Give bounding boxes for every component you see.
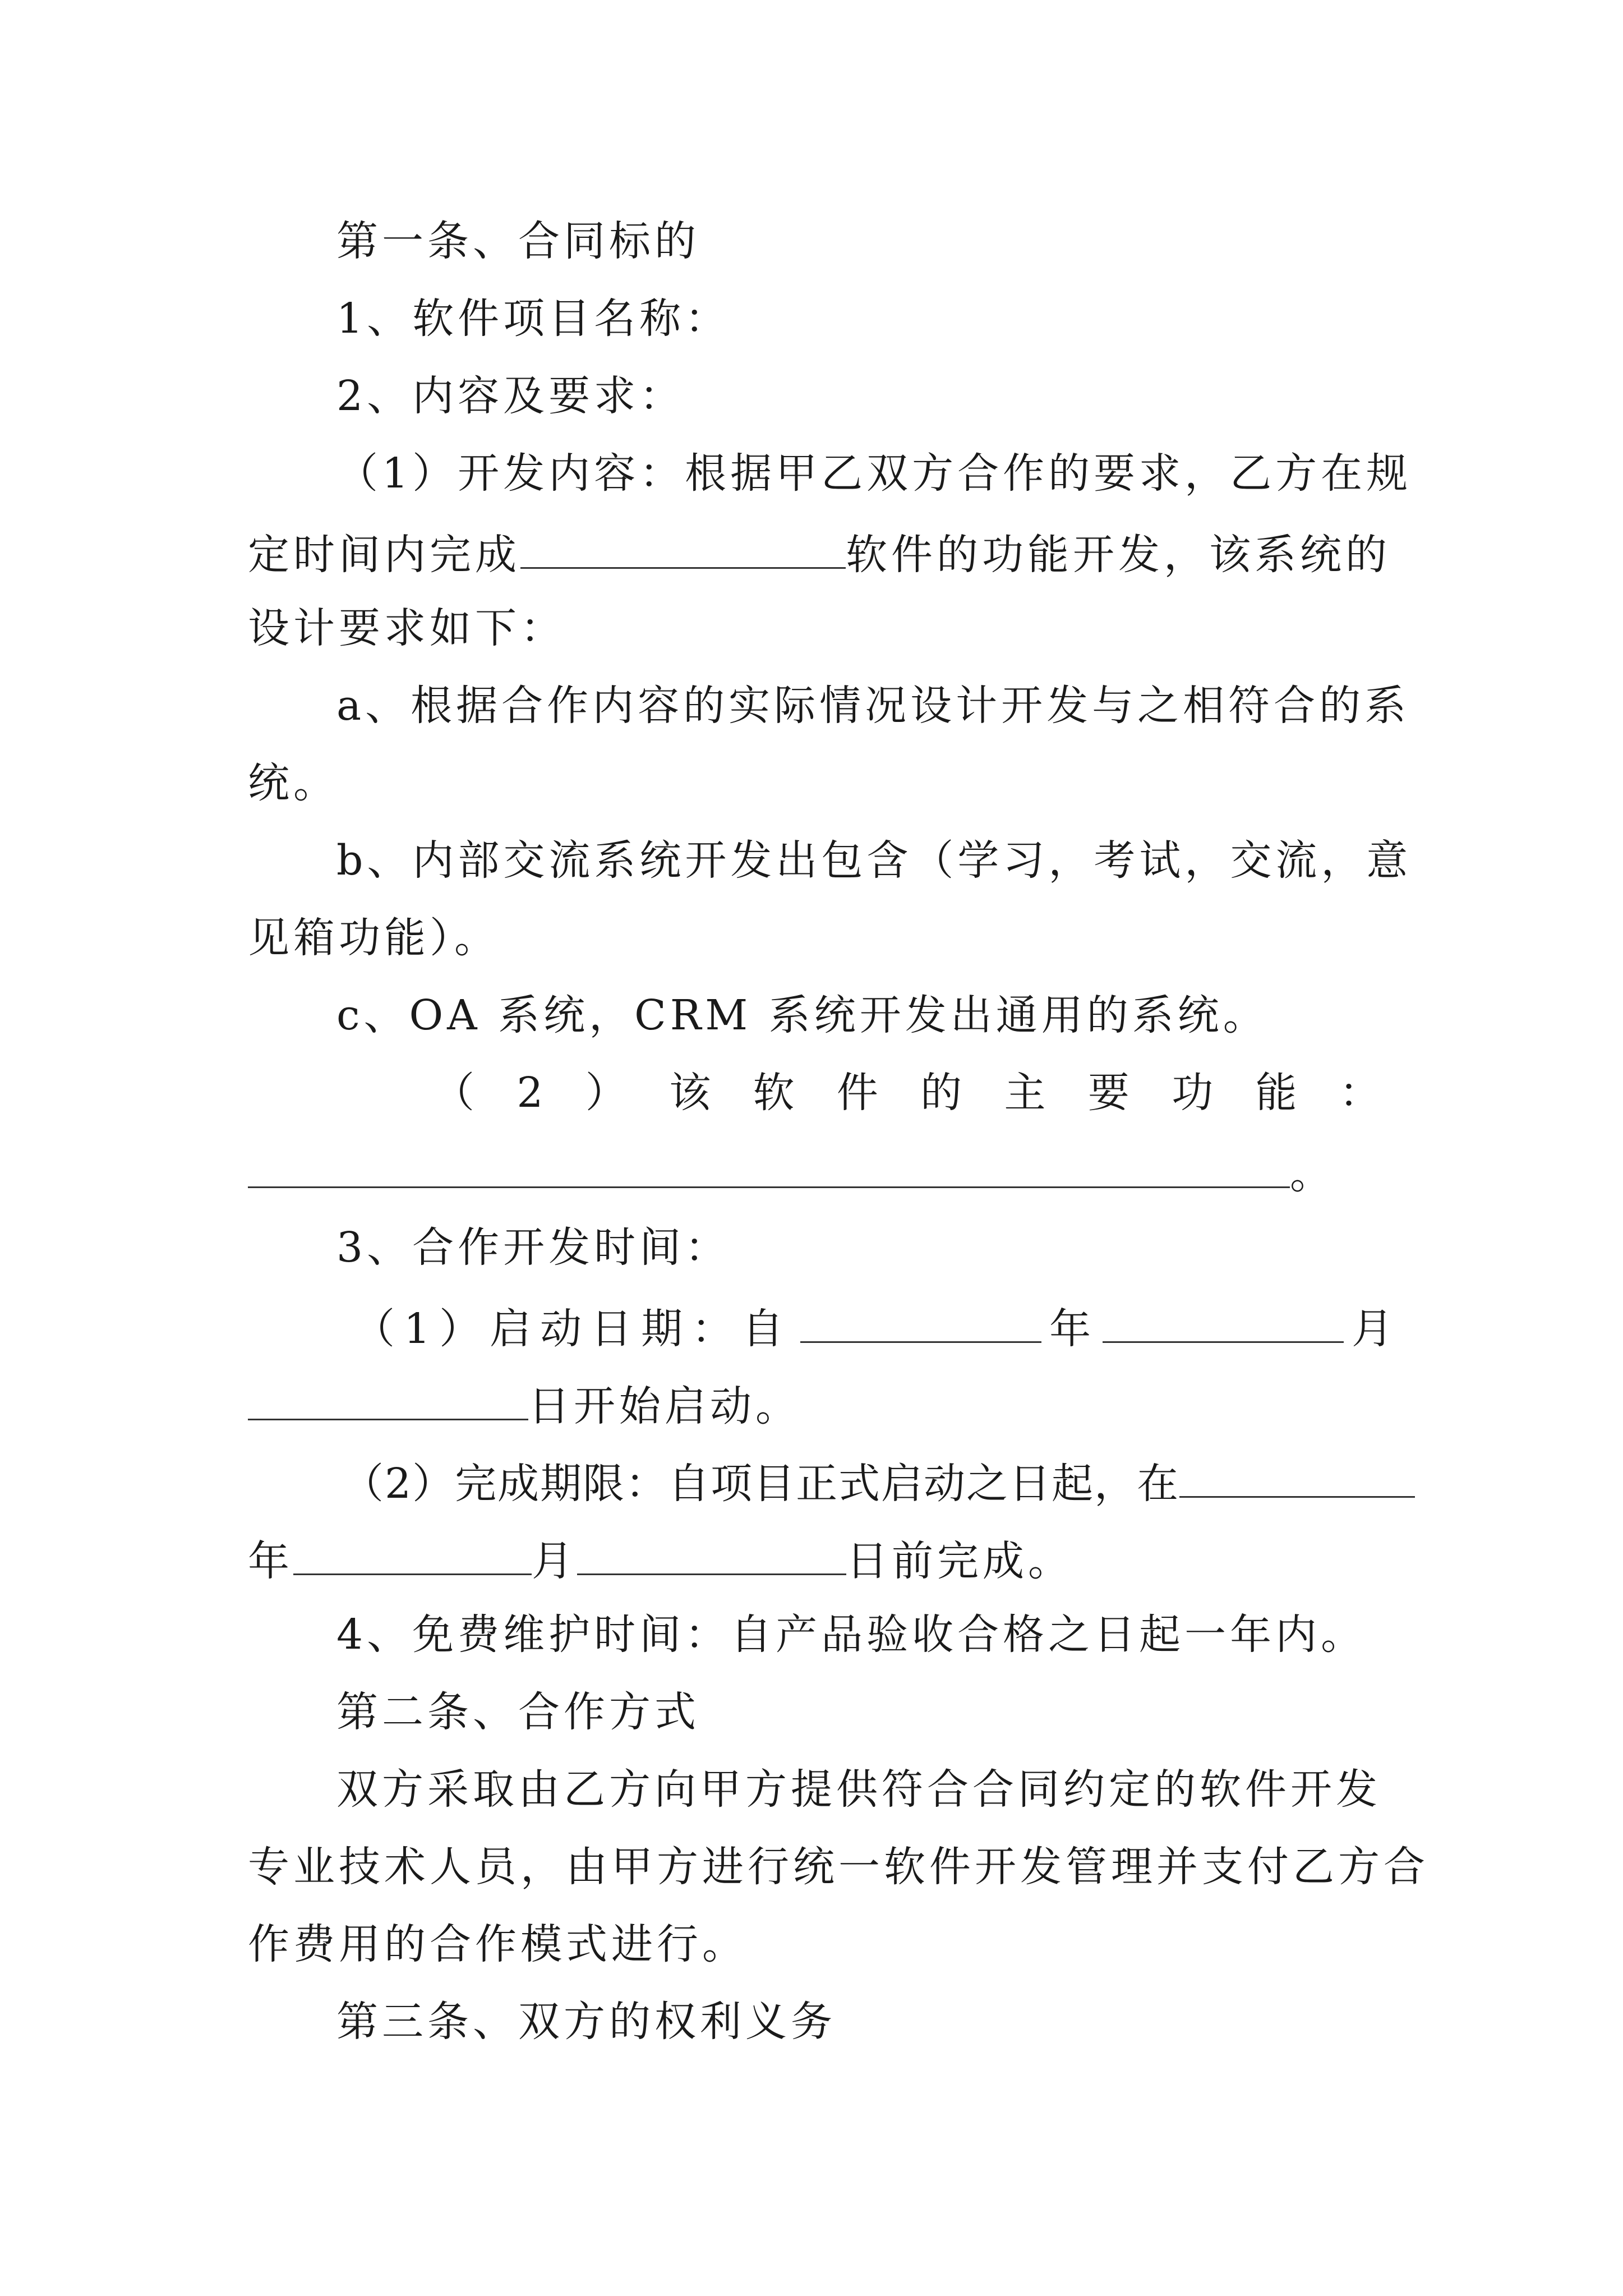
main-functions-blank	[248, 1149, 1290, 1188]
deadline-end: 日前完成。	[846, 1537, 1073, 1585]
deadline-year-label: 年	[248, 1537, 293, 1585]
main-functions-line	[433, 1069, 1381, 1117]
dev-content-text-b: 软件的功能开发，该系统的	[846, 531, 1391, 579]
deadline-month-blank	[577, 1536, 846, 1575]
deadline-first-blank	[1179, 1459, 1415, 1498]
start-date-label: （1）启动日期：自	[353, 1305, 793, 1353]
start-date-line-1	[353, 1304, 1398, 1353]
item-4-maintenance: 4、免费维护时间：自产品验收合格之日起一年内。	[336, 1611, 1367, 1659]
item-1-project-name: 1、软件项目名称：	[336, 295, 731, 343]
start-year-blank	[800, 1304, 1041, 1343]
dev-content-line-2	[248, 530, 1391, 579]
func-char: ）	[585, 1069, 627, 1117]
article-3-heading: 第三条、双方的权利义务	[336, 1998, 836, 2046]
start-date-line-2	[248, 1382, 801, 1430]
requirement-b-line-1: b、内部交流系统开发出包含（学习，考试，交流，意	[336, 836, 1412, 885]
cooperation-line-2: 专业技术人员，由甲方进行统一软件开发管理并支付乙方合	[248, 1843, 1429, 1891]
requirement-a-line-1: a、根据合作内容的实际情况设计开发与之相符合的系	[336, 682, 1410, 730]
func-char: 的	[920, 1069, 962, 1117]
func-char: （	[433, 1069, 474, 1117]
deadline-month-label: 月	[532, 1537, 577, 1585]
item-3-dev-time: 3、合作开发时间：	[336, 1223, 731, 1272]
func-char: 能	[1255, 1069, 1297, 1117]
cooperation-line-3: 作费用的合作模式进行。	[248, 1920, 748, 1968]
deadline-label: （2）完成期限：自项目正式启动之日起，在	[342, 1460, 1180, 1508]
requirement-c: c、OA 系统，CRM 系统开发出通用的系统。	[336, 991, 1269, 1039]
start-day-blank	[248, 1382, 528, 1420]
func-char: 主	[1004, 1069, 1046, 1117]
deadline-line-2	[248, 1536, 1073, 1585]
start-date-end: 日开始启动。	[528, 1382, 801, 1430]
software-name-blank	[520, 530, 846, 569]
dev-content-text-a: 定时间内完成	[248, 531, 520, 579]
item-2-content-requirements: 2、内容及要求：	[336, 372, 685, 420]
func-char: ：	[1339, 1069, 1381, 1117]
func-char: 件	[836, 1069, 878, 1117]
main-functions-end: 。	[1290, 1150, 1335, 1198]
func-char: 该	[669, 1069, 711, 1117]
start-month-label: 月	[1352, 1305, 1398, 1353]
func-char: 要	[1087, 1069, 1129, 1117]
func-char: 2	[517, 1069, 543, 1117]
article-2-heading: 第二条、合作方式	[336, 1688, 700, 1736]
start-year-label: 年	[1049, 1305, 1095, 1353]
start-month-blank	[1103, 1304, 1344, 1343]
dev-content-line-3: 设计要求如下：	[248, 604, 566, 652]
cooperation-line-1: 双方采取由乙方向甲方提供符合合同约定的软件开发	[336, 1765, 1381, 1814]
article-1-heading: 第一条、合同标的	[336, 217, 700, 265]
requirement-b-line-2: 见箱功能）。	[248, 914, 500, 962]
func-char: 功	[1172, 1069, 1214, 1117]
main-functions-blank-line	[248, 1149, 1335, 1198]
deadline-year-blank	[293, 1536, 532, 1575]
func-char: 软	[753, 1069, 795, 1117]
requirement-a-line-2: 统。	[248, 759, 339, 807]
deadline-line-1	[342, 1459, 1415, 1508]
dev-content-line-1: （1）开发内容：根据甲乙双方合作的要求，乙方在规	[336, 449, 1412, 498]
